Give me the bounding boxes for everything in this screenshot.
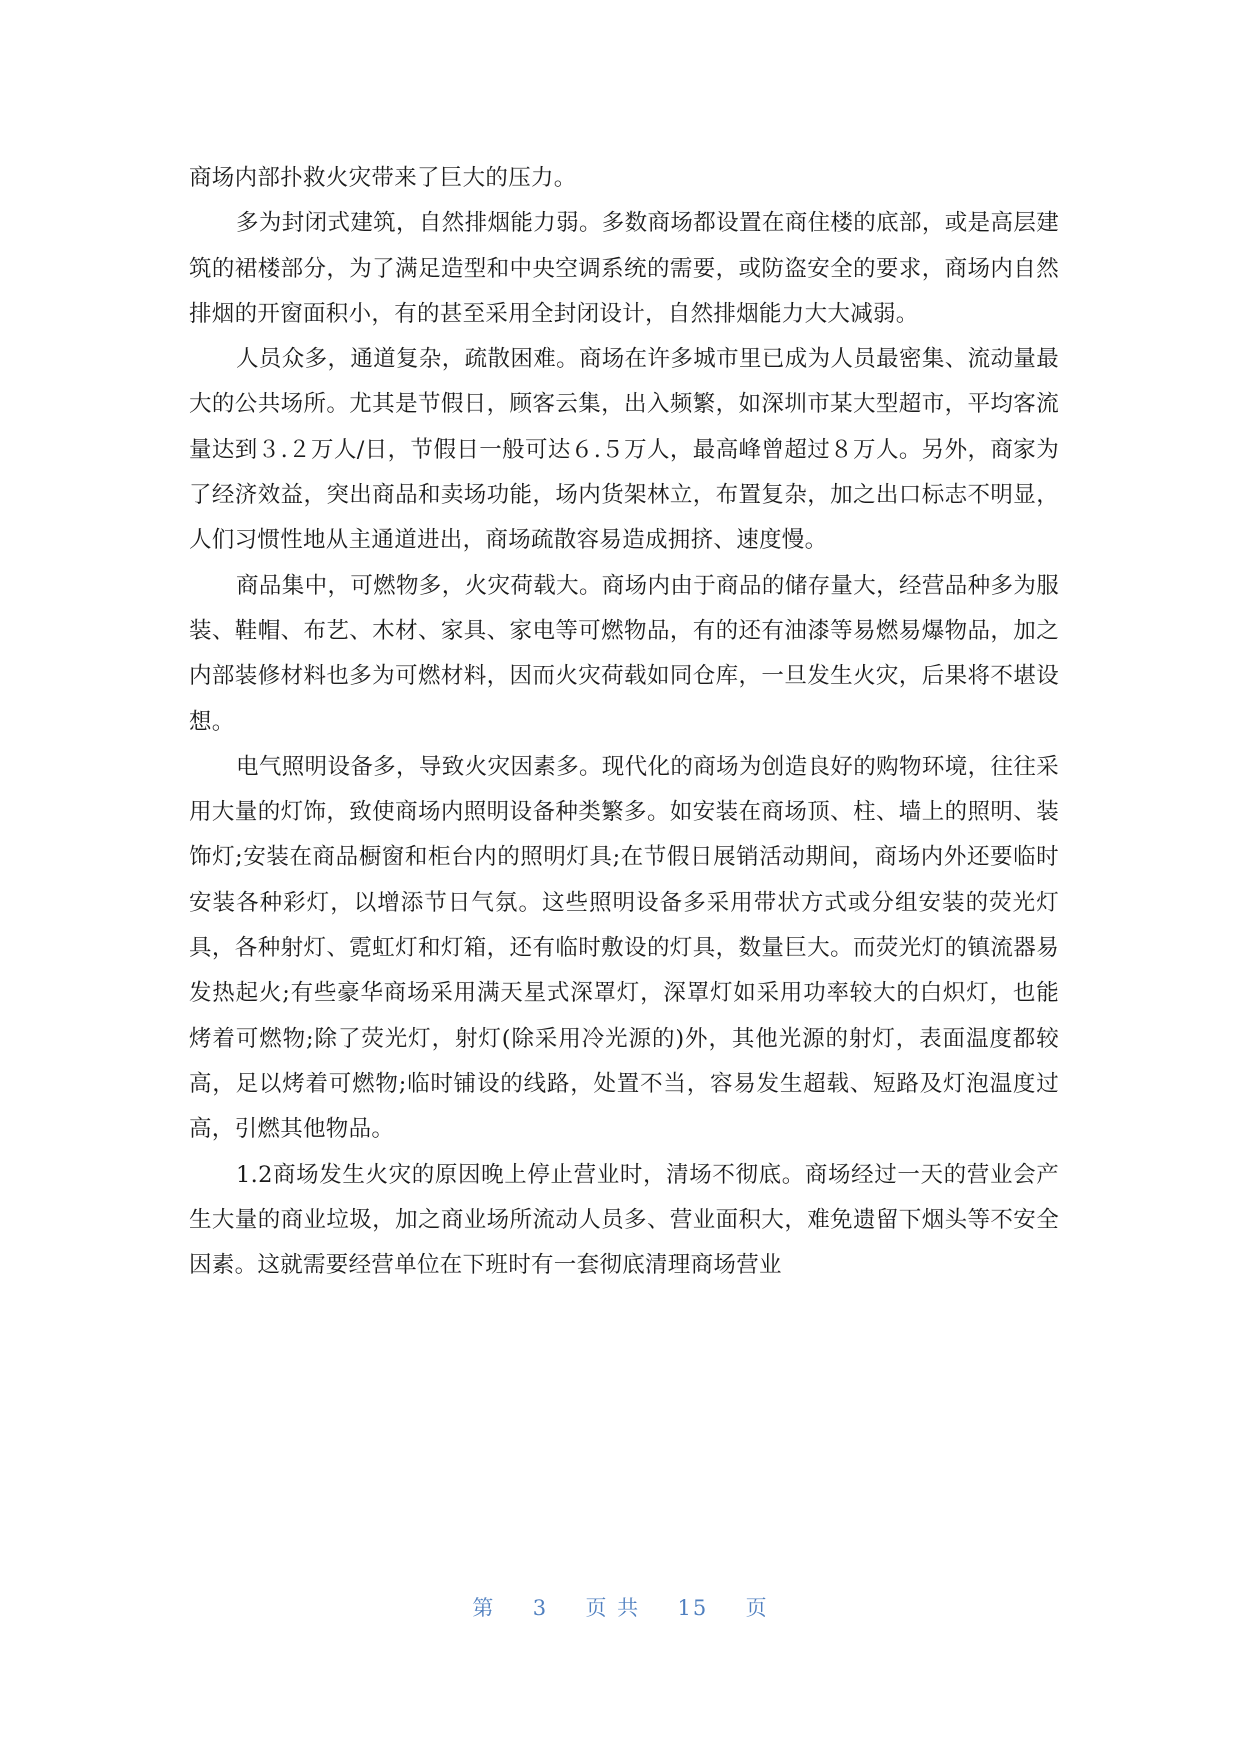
current-page-number: 3 — [532, 1596, 549, 1620]
paragraph-electrical-lighting: 电气照明设备多，导致火灾因素多。现代化的商场为创造良好的购物环境，往往采用大量的灯饰，致使商场内照明设备种类繁多。如安装在商场顶、柱、墙上的照明、装饰灯;安装在商品橱窗和柜台内的照明灯具;在节假日展销活动期间，商场内外还要临时安装各种彩灯，以增添节日气氛。这些照明设备多采用带状方式或分组安装的荧光灯具，各种射灯、霓虹灯和灯箱，还有临时敷设的灯具，数量巨大。而荧光灯的镇流器易发热起火;有些豪华商场采用满天星式深罩灯，深罩灯如采用功率较大的白炽灯，也能烤着可燃物;除了荧光灯，射灯(除采用冷光源的)外，其他光源的射灯，表面温度都较高，足以烤着可燃物;临时铺设的线路，处置不当，容易发生超载、短路及灯泡温度过高，引燃其他物品。 — [189, 753, 1059, 1143]
footer-middle: 页 共 — [585, 1596, 641, 1620]
footer-suffix: 页 — [745, 1596, 769, 1620]
footer-prefix: 第 — [472, 1596, 496, 1620]
total-pages-number: 15 — [677, 1596, 709, 1620]
paragraph-crowds-evacuation: 人员众多，通道复杂，疏散困难。商场在许多城市里已成为人员最密集、流动量最大的公共场所。尤其是节假日，顾客云集，出入频繁，如深圳市某大型超市，平均客流量达到３.２万人/日，节假日一般可达６.５万人，最高峰曾超过８万人。另外，商家为了经济效益，突出商品和卖场功能，场内货架林立，布置复杂，加之出口标志不明显，人们习惯性地从主通道进出，商场疏散容易造成拥挤、速度慢。 — [189, 346, 1059, 554]
page-number-footer — [0, 1592, 1241, 1622]
paragraph-fire-load: 商品集中，可燃物多，火灾荷载大。商场内由于商品的储存量大，经营品种多为服装、鞋帽、布艺、木材、家具、家电等可燃物品，有的还有油漆等易燃易爆物品，加之内部装修材料也多为可燃材料，因而火灾荷载如同仓库，一旦发生火灾，后果将不堪设想。 — [189, 572, 1059, 735]
document-body — [189, 156, 1059, 1288]
paragraph-fire-causes: 1.2商场发生火灾的原因晚上停止营业时，清场不彻底。商场经过一天的营业会产生大量的商业垃圾，加之商业场所流动人员多、营业面积大，难免遗留下烟头等不安全因素。这就需要经营单位在下班时有一套彻底清理商场营业 — [189, 1161, 1059, 1279]
paragraph-enclosed-building: 多为封闭式建筑，自然排烟能力弱。多数商场都设置在商住楼的底部，或是高层建筑的裙楼部分，为了满足造型和中央空调系统的需要，或防盗安全的要求，商场内自然排烟的开窗面积小，有的甚至采用全封闭设计，自然排烟能力大大减弱。 — [189, 210, 1059, 327]
paragraph-continuation: 商场内部扑救火灾带来了巨大的压力。 — [189, 165, 577, 191]
